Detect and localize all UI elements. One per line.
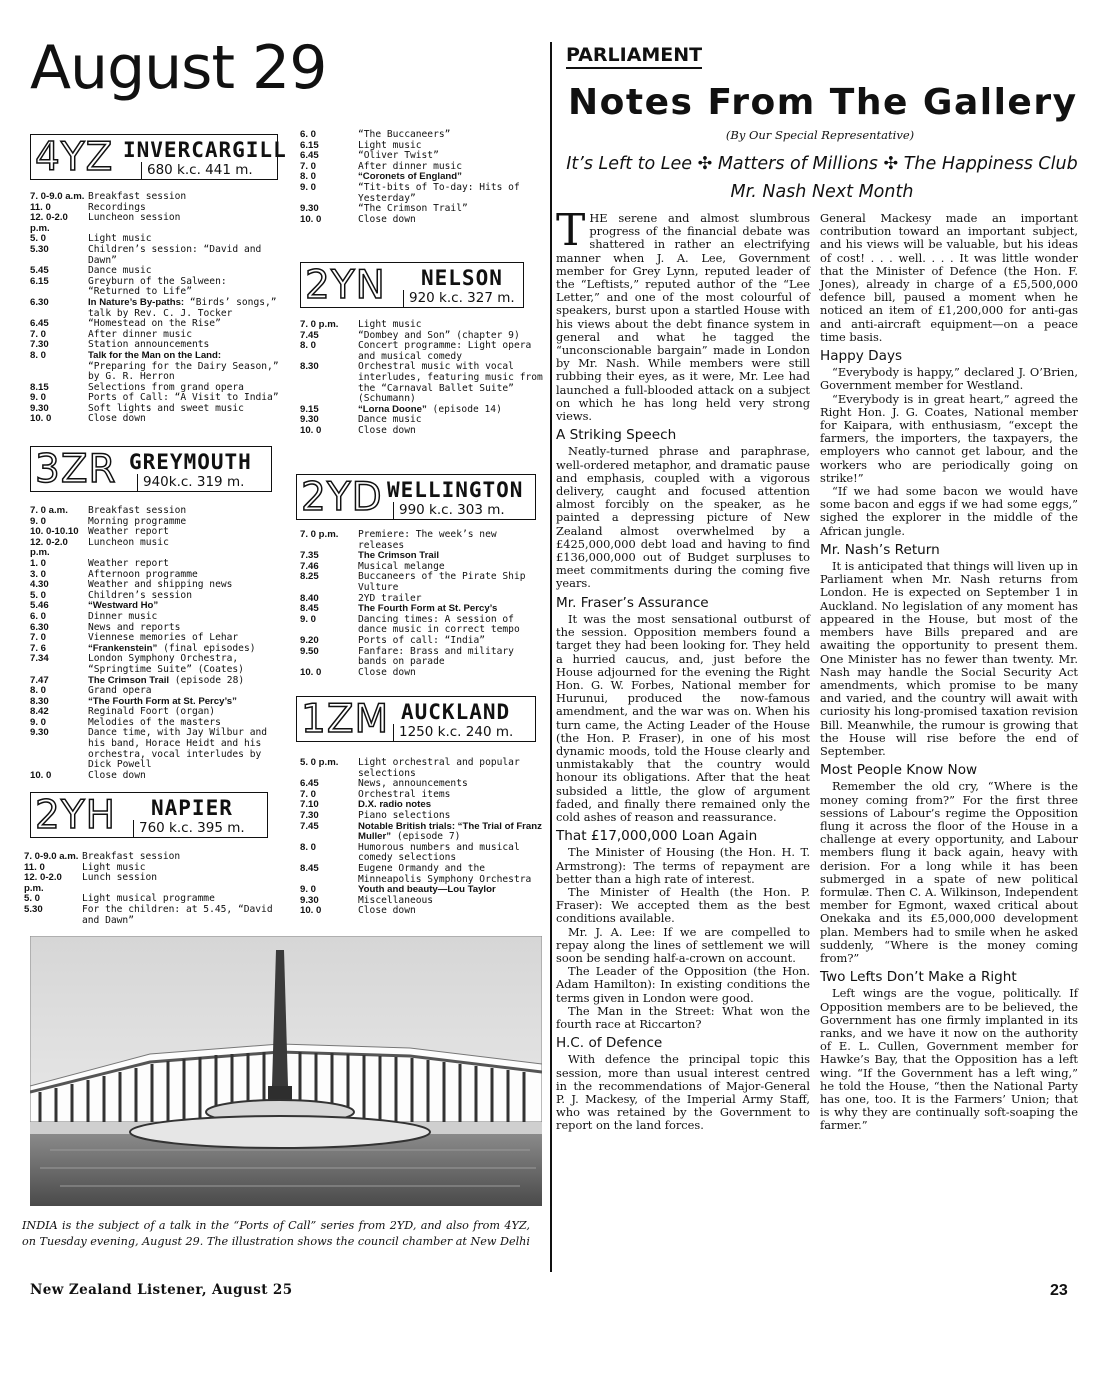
article-paragraph: The Leader of the Opposition (the Hon. Adam Hamilton): In existing conditions the terms given in London were good. xyxy=(556,964,810,1005)
programme-listing xyxy=(300,647,546,668)
station-header-2yd xyxy=(296,474,536,520)
programme-time: 12. 0-2.0 p.m. xyxy=(24,872,62,894)
programme-title: Piano selections xyxy=(358,809,451,821)
programme-time: 10. 0 xyxy=(300,213,322,225)
programme-title: “The Fourth Form at St. Percy’s” xyxy=(88,695,237,707)
schedule-2yn xyxy=(300,320,546,437)
programme-time: 8.45 xyxy=(300,862,319,874)
programme-listing xyxy=(300,758,546,779)
article-subheading: Happy Days xyxy=(820,348,903,365)
article-paragraph: The Man in the Street: What won the fourth race at Riccarton? xyxy=(556,1003,810,1031)
programme-title: London Symphony Orchestra, “Springtime Suite” (Coates) xyxy=(88,653,244,675)
programme-listing xyxy=(300,215,546,226)
programme-title: Miscellaneous xyxy=(358,894,434,906)
programme-time: 9.15 xyxy=(300,403,319,415)
programme-time: 12. 0-2.0 p.m. xyxy=(30,212,68,234)
programme-title: Close down xyxy=(88,413,146,425)
programme-time: 9. 0 xyxy=(300,613,317,625)
programme-listing xyxy=(30,654,282,675)
programme-listing xyxy=(300,668,546,679)
council-chamber-photo xyxy=(30,936,542,1206)
programme-title: Station announcements xyxy=(88,339,210,351)
station-logo-3zr: 3ZR xyxy=(35,447,117,492)
page-date-heading: August 29 xyxy=(30,33,327,103)
station-freq-2yd: 990 k.c. 303 m. xyxy=(393,502,510,520)
station-freq-2yh: 760 k.c. 395 m. xyxy=(133,820,250,838)
article-byline: (By Our Special Representative) xyxy=(725,128,915,142)
programme-listing xyxy=(300,896,546,907)
programme-listing xyxy=(30,277,282,298)
programme-time: 7. 0 xyxy=(30,328,47,340)
programme-title: Light music xyxy=(358,139,422,151)
programme-listing xyxy=(30,192,282,203)
programme-time: 10. 0 xyxy=(300,666,322,678)
programme-title: “Homestead on the Rise” xyxy=(88,318,221,330)
programme-listing xyxy=(300,572,546,593)
programme-title: “Frankenstein” (final episodes) xyxy=(88,642,256,654)
programme-time: 8. 0 xyxy=(300,340,317,352)
programme-time: 6.45 xyxy=(30,318,49,330)
programme-title: In Nature’s By-paths: “Birds’ songs,” talk by Rev. C. J. Tocker xyxy=(88,296,277,319)
drop-cap: T xyxy=(556,205,586,256)
programme-listing xyxy=(300,822,546,843)
programme-title: Morning programme xyxy=(88,515,187,527)
station-freq-1zm: 1250 k.c. 240 m. xyxy=(393,724,518,742)
schedule-3zr xyxy=(30,506,282,781)
programme-time: 6.45 xyxy=(300,778,319,790)
station-header-2yn xyxy=(300,262,524,308)
programme-title: “The Buccaneers” xyxy=(358,129,451,140)
programme-title: “Oliver Twist” xyxy=(358,150,439,162)
programme-time: 5.45 xyxy=(30,265,49,277)
section-label: PARLIAMENT xyxy=(566,44,702,69)
programme-time: 11. 0 xyxy=(24,861,45,873)
station-logo-4yz: 4YZ xyxy=(35,135,114,180)
programme-time: 10. 0 xyxy=(300,905,322,917)
programme-listing xyxy=(300,341,546,362)
programme-title: News and reports xyxy=(88,621,181,633)
programme-time: 11. 0 xyxy=(30,201,51,213)
programme-listing xyxy=(300,864,546,885)
programme-time: 7.46 xyxy=(300,560,319,572)
programme-time: 1. 0 xyxy=(30,557,47,569)
station-freq-4yz: 680 k.c. 441 m. xyxy=(141,162,258,180)
programme-title: Close down xyxy=(358,424,416,436)
programme-title: Greyburn of the Salween: “Returned to Life” xyxy=(88,275,227,298)
programme-title: Light music xyxy=(82,861,146,873)
programme-title: Weather and shipping news xyxy=(88,579,233,591)
programme-title: Grand opera xyxy=(88,685,152,697)
programme-title: Fanfare: Brass and military bands on parade xyxy=(358,645,514,668)
programme-time: 12. 0-2.0 p.m. xyxy=(30,536,68,559)
programme-time: 8.25 xyxy=(300,571,319,583)
station-city-4yz: INVERCARGILL xyxy=(123,138,287,162)
programme-title: Light music xyxy=(358,319,422,330)
programme-title: Soft lights and sweet music xyxy=(88,402,244,414)
programme-title: Breakfast session xyxy=(82,851,181,862)
article-paragraph: Remember the old cry, “Where is the money coming from?” For the first three sessions of Labour’s regime the Opposition flung it across the floor of the House in a challenge at every opportunity, and Labour members flung it back again, heavy with derision. For a long while it has been submerged in a spate of new political formulæ. Then C. A. Wilkinson, Independent member for Egmont, waxed critical about Onekaka and its £5,000,000 development plan. Members had to smile when he asked suddenly, “Where is the money coming from?” xyxy=(820,779,1078,965)
station-header-3zr xyxy=(30,446,272,492)
station-logo-1zm: 1ZM xyxy=(301,697,390,742)
programme-title: After dinner music xyxy=(358,160,462,172)
programme-time: 5.30 xyxy=(24,903,43,915)
station-city-1zm: AUCKLAND xyxy=(401,700,511,724)
programme-listing xyxy=(300,405,546,416)
programme-title: Close down xyxy=(358,905,416,917)
programme-time: 10. 0-10.10 xyxy=(30,526,79,538)
schedule-2yd xyxy=(300,530,546,678)
programme-listing xyxy=(30,538,282,559)
programme-time: 5.30 xyxy=(30,243,49,255)
article-subheading: Most People Know Now xyxy=(820,762,978,779)
programme-time: 8.45 xyxy=(300,603,319,615)
station-header-1zm xyxy=(296,696,536,742)
programme-time: 6. 0 xyxy=(300,129,317,140)
programme-time: 7.34 xyxy=(30,653,49,665)
programme-title: Notable British trials: “The Trial of Franz Muller” (episode 7) xyxy=(358,820,542,843)
programme-time: 8. 0 xyxy=(300,171,317,183)
article-subheading: That £17,000,000 Loan Again xyxy=(556,828,758,845)
station-city-2yn: NELSON xyxy=(421,266,503,290)
article-paragraph: “Everybody is in great heart,” agreed the Right Hon. J. G. Coates, National member for Kaipara, with enthusiasm, “except the farmers, the importers, the taxpayers, the employers who cannot get labour, and the workers who are periodically going on strike!” xyxy=(820,391,1078,485)
article-paragraph: THE serene and almost slumbrous progress of the financial debate was shattered in rather an electrifying manner when J. A. Lee, Government member for Grey Lynn, reputed leader of the “Leftists,” reputed author of the “Lee Letter,” and one of the most colourful of speakers, burst upon a startled House with his views about the debt finance system in general and what he tagged the “unconscionable bargain” made in London by Mr. Nash. While members were still rubbing their eyes, as it were, Mr. Lee had launched a full-blooded attack on a subject on which he has long held very strong views. xyxy=(556,205,810,424)
programme-title: Dinner music xyxy=(88,610,158,622)
programme-listing xyxy=(30,404,282,415)
programme-title: Dance music xyxy=(358,414,422,426)
programme-title: “Coronets of England” xyxy=(358,171,462,183)
programme-listing xyxy=(300,615,546,636)
programme-time: 9. 0 xyxy=(30,716,47,728)
footer-publication: New Zealand Listener, August 25 xyxy=(30,1282,293,1298)
station-city-2yd: WELLINGTON xyxy=(387,478,524,502)
station-logo-2yn: 2YN xyxy=(305,263,386,308)
programme-time: 7.30 xyxy=(30,339,49,351)
programme-listing xyxy=(30,771,282,782)
programme-listing xyxy=(24,852,286,863)
programme-time: 8.15 xyxy=(30,381,49,393)
programme-time: 7. 0 xyxy=(300,788,317,800)
programme-title: The Fourth Form at St. Percy’s xyxy=(358,603,498,615)
programme-listing xyxy=(300,204,546,215)
programme-title: Dancing times: A session of dance music in correct tempo xyxy=(358,613,520,636)
programme-title: After dinner music xyxy=(88,328,192,340)
programme-title: “The Crimson Trail” xyxy=(358,203,468,215)
programme-listing xyxy=(30,213,282,234)
article-paragraph: Mr. J. A. Lee: If we are compelled to repay along the lines of settlement we will soon be sending half-a-crown on account. xyxy=(556,924,810,965)
programme-time: 5. 0 p.m. xyxy=(300,757,339,768)
programme-time: 7. 6 xyxy=(30,642,47,654)
programme-title: Viennese memories of Lehar xyxy=(88,632,239,644)
programme-listing xyxy=(30,245,282,266)
schedule-1zm xyxy=(300,758,546,917)
programme-title: The Crimson Trail (episode 28) xyxy=(88,674,245,686)
programme-listing xyxy=(24,905,286,926)
programme-title: Premiere: The week’s new releases xyxy=(358,529,497,551)
programme-title: Melodies of the masters xyxy=(88,716,221,728)
programme-time: 9.50 xyxy=(300,645,319,657)
programme-time: 7. 0 xyxy=(30,632,47,644)
programme-listing xyxy=(24,873,286,894)
programme-time: 7. 0 a.m. xyxy=(30,505,68,516)
programme-listing xyxy=(30,612,282,623)
programme-time: 8.42 xyxy=(30,706,49,718)
programme-title: Ports of call: “India” xyxy=(358,634,486,646)
programme-time: 6.30 xyxy=(30,296,49,308)
programme-title: Weather report xyxy=(88,557,169,569)
programme-listing xyxy=(300,362,546,404)
programme-listing xyxy=(30,506,282,517)
article-column-2 xyxy=(820,212,1078,1133)
article-paragraph: Left wings are the vogue, politically. If Opposition members are to be believed, the Government has one firmly implanted in its ranks, and we have it now on the authority of E. L. Cullen, Government member for Hawke’s Bay, that the Opposition has a left wing. “If the Government has a left wing,” he told the House, “then the National Party has one, too. It is the Farmers’ Union; that is why they are continually soft-soaping the farmer.” xyxy=(820,986,1078,1133)
programme-listing xyxy=(30,351,282,383)
station-freq-2yn: 920 k.c. 327 m. xyxy=(403,290,520,308)
programme-title: “Tit-bits of To-day: Hits of Yesterday” xyxy=(358,181,520,204)
programme-time: 9. 0 xyxy=(30,392,47,404)
programme-listing xyxy=(30,298,282,319)
programme-listing xyxy=(300,320,546,331)
programme-title: Orchestral items xyxy=(358,788,451,800)
programme-listing xyxy=(30,414,282,425)
station-logo-2yd: 2YD xyxy=(301,475,383,520)
article-subheading: Mr. Nash’s Return xyxy=(820,541,940,558)
programme-time: 9. 0 xyxy=(300,181,317,193)
programme-title: Buccaneers of the Pirate Ship Vulture xyxy=(358,571,526,593)
article-paragraph: It was the most sensational outburst of the session. Opposition members found a target they had been looking for. They held a hurried caucus, and, just before the House adjourned for the evening the Right Hon. G. W. Forbes, National member for Hurunui, produced the now-famous amendment, and the war was on. When his turn came, the Acting Leader of the House (the Hon. P. Fraser), in one of his most dynamic moods, told the House clearly and unmistakably that the country would honour its obligations. After that the heat subsided a little, the glow of argument faded, and finally there remained only the cold ashes of reason and reassurance. xyxy=(556,611,810,824)
schedule-2yh xyxy=(24,852,286,926)
programme-time: 8. 0 xyxy=(300,841,317,853)
programme-title: For the children: at 5.45, “David and Dawn” xyxy=(82,903,273,926)
programme-time: 8. 0 xyxy=(30,349,47,361)
programme-listing xyxy=(300,183,546,204)
programme-time: 7. 0 p.m. xyxy=(300,319,339,330)
council-chamber-illustration xyxy=(30,936,542,1206)
programme-title: “Westward Ho” xyxy=(88,600,159,612)
programme-time: 9. 0 xyxy=(30,515,47,527)
programme-time: 4.30 xyxy=(30,579,49,591)
programme-title: Reginald Foort (organ) xyxy=(88,706,216,718)
station-city-3zr: GREYMOUTH xyxy=(129,450,252,474)
article-paragraph: “Everybody is happy,” declared J. O’Brien, Government member for Westland. xyxy=(820,365,1078,393)
column-divider xyxy=(550,42,552,1272)
programme-title: Breakfast session xyxy=(88,191,187,202)
programme-listing xyxy=(30,676,282,687)
programme-time: 6.15 xyxy=(300,139,319,151)
programme-time: 7. 0 xyxy=(300,160,317,172)
article-paragraph: The Minister of Health (the Hon. P. Fraser): We accepted them as the best conditions available. xyxy=(556,884,810,926)
station-header-2yh xyxy=(30,792,268,838)
article-paragraph: It is anticipated that things will liven up in Parliament when Mr. Nash returns from London. He is expected on September 1 in Auckland. No legislation of any moment has appeared in the House, but most of the members have Bills prepared and are awaiting the opportunity to present them. One Minister has no fewer than twenty. Mr. Nash may handle the Social Security Act amendments, which promise to be many and varied, and the country will await with curiosity his long-promised taxation revision Bill. Meanwhile, the rumour is growing that the House will rise before the end of September. xyxy=(820,559,1078,758)
programme-time: 5. 0 xyxy=(30,233,47,245)
programme-title: Breakfast session xyxy=(88,505,187,516)
programme-time: 5. 0 xyxy=(24,893,41,905)
programme-title: Luncheon session xyxy=(88,212,181,224)
programme-title: Luncheon music xyxy=(88,536,169,548)
programme-title: 2YD trailer xyxy=(358,592,422,604)
programme-time: 8.30 xyxy=(300,361,319,373)
programme-time: 7. 0-9.0 a.m. xyxy=(24,851,79,862)
programme-time: 7.45 xyxy=(300,329,319,341)
programme-time: 8.40 xyxy=(300,592,319,604)
page-number: 23 xyxy=(1050,1282,1068,1299)
programme-time: 9.30 xyxy=(30,727,49,739)
programme-time: 10. 0 xyxy=(30,769,52,781)
programme-title: Selections from grand opera xyxy=(88,381,244,393)
programme-title: Talk for the Man on the Land: “Preparing for the Dairy Season,” by G. R. Herron xyxy=(88,349,279,383)
programme-listing xyxy=(300,636,546,647)
programme-title: “Dombey and Son” (chapter 9) xyxy=(358,329,520,341)
programme-title: “Lorna Doone” (episode 14) xyxy=(358,403,502,415)
schedule-4yz-continued xyxy=(300,130,546,225)
programme-title: D.X. radio notes xyxy=(358,799,432,811)
programme-title: Close down xyxy=(358,666,416,678)
article-subheading: Two Lefts Don’t Make a Right xyxy=(820,969,1017,986)
programme-time: 6. 0 xyxy=(30,610,47,622)
programme-time: 5.46 xyxy=(30,600,49,612)
article-deck-line-2: Mr. Nash Next Month xyxy=(730,182,914,202)
programme-title: Recordings xyxy=(88,201,146,213)
programme-time: 9.30 xyxy=(300,414,319,426)
article-subheading: Mr. Fraser’s Assurance xyxy=(556,594,709,611)
photo-caption: INDIA is the subject of a talk in the “Ports of Call” series from 2YD, and also from 4YZ, on Tuesday evening, August 29. The illustration shows the council chamber at New Delhi xyxy=(22,1219,530,1248)
article-column-1 xyxy=(556,205,810,1133)
programme-title: Light music xyxy=(88,233,152,245)
article-paragraph: Neatly-turned phrase and paraphrase, well-ordered metaphor, and dramatic pause and emphasis, coupled with a vigorous delivery, caught and focused attention almost forcibly on the speaker, as he painted a depressing picture of New Zealand almost overwhelmed by a £425,000,000 debt load and having to find £136,000,000 out of Budget surpluses to meet commitments during the coming five years. xyxy=(556,444,810,591)
article-subheading: A Striking Speech xyxy=(556,427,677,444)
programme-listing xyxy=(300,843,546,864)
programme-time: 9. 0 xyxy=(300,884,317,896)
article-paragraph: “If we had some bacon we would have some bacon and eggs if we had some eggs,” sighed the explorer in the middle of the African jungle. xyxy=(820,484,1078,538)
article-paragraph: With defence the principal topic this session, more than usual interest centred in the recommendations of Major-General P. J. Mackesy, of the Imperial Army Staff, who was retained by the Government to report on the land forces. xyxy=(556,1052,810,1133)
programme-title: Light musical programme xyxy=(82,893,215,905)
programme-title: Dance time, with Jay Wilbur and his band, Horace Heidt and his orchestra, vocal interludes by Dick Powell xyxy=(88,727,268,771)
programme-time: 7. 0-9.0 a.m. xyxy=(30,191,85,202)
article-headline: Notes From The Gallery xyxy=(568,82,1078,123)
programme-title: Dance music xyxy=(88,265,152,277)
programme-time: 7.30 xyxy=(300,809,319,821)
programme-title: Ports of Call: “A Visit to India” xyxy=(88,392,279,404)
article-paragraph: General Mackesy made an important contribution toward an important subject, and his views will be valuable, but his ideas of cost! . . . well. . . . It was little wonder that the Minister of Defence (the Hon. F. Jones), already in charge of a £5,500,000 defence bill, paused a moment when he noticed an item of £1,200,000 for anti-gas and anti-aircraft equipment—on a peace time basis. xyxy=(820,211,1078,344)
programme-time: 7. 0 p.m. xyxy=(300,529,339,540)
article-paragraph: The Minister of Housing (the Hon. H. T. Armstrong): The terms of repayment are better than a high rate of interest. xyxy=(556,845,810,886)
programme-title: Humorous numbers and musical comedy selections xyxy=(358,841,520,864)
programme-listing xyxy=(30,728,282,770)
programme-title: Close down xyxy=(88,769,146,781)
programme-time: 6.45 xyxy=(300,150,319,162)
station-city-2yh: NAPIER xyxy=(151,796,233,820)
programme-time: 7.45 xyxy=(300,820,319,832)
programme-time: 9.30 xyxy=(300,894,319,906)
programme-title: Eugene Ormandy and the Minneapolis Symphony Orchestra xyxy=(358,862,532,885)
programme-listing xyxy=(300,415,546,426)
programme-time: 8.30 xyxy=(30,695,49,707)
station-header-4yz xyxy=(30,134,287,180)
programme-title: Concert programme: Light opera and musical comedy xyxy=(358,340,532,362)
programme-title: Children’s session: “David and Dawn” xyxy=(88,243,262,266)
programme-title: Close down xyxy=(358,213,416,225)
programme-time: 5. 0 xyxy=(30,589,47,601)
programme-title: Lunch session xyxy=(82,872,158,884)
programme-time: 9.20 xyxy=(300,634,319,646)
schedule-4yz xyxy=(30,192,282,425)
station-logo-2yh: 2YH xyxy=(35,793,116,838)
programme-title: Light orchestral and popular selections xyxy=(358,757,520,779)
programme-listing xyxy=(300,906,546,917)
programme-title: Youth and beauty—Lou Taylor xyxy=(358,884,496,896)
article-deck-line-1: It’s Left to Lee ✣ Matters of Millions ✣ The Happiness Club xyxy=(566,154,1078,174)
programme-time: 6.30 xyxy=(30,621,49,633)
programme-time: 7.47 xyxy=(30,674,49,686)
programme-time: 7.10 xyxy=(300,799,319,811)
programme-title: Children’s session xyxy=(88,589,192,601)
programme-title: News, announcements xyxy=(358,778,468,790)
programme-listing xyxy=(300,130,546,141)
programme-title: Afternoon programme xyxy=(88,568,198,580)
programme-title: The Crimson Trail xyxy=(358,550,440,562)
programme-listing xyxy=(300,530,546,551)
programme-time: 6.15 xyxy=(30,275,49,287)
programme-listing xyxy=(300,426,546,437)
article-subheading: H.C. of Defence xyxy=(556,1035,663,1052)
programme-time: 10. 0 xyxy=(300,424,322,436)
programme-time: 7.35 xyxy=(300,550,319,562)
station-freq-3zr: 940k.c. 319 m. xyxy=(137,474,249,492)
programme-time: 10. 0 xyxy=(30,413,52,425)
programme-time: 9.30 xyxy=(300,203,319,215)
programme-title: Musical melange xyxy=(358,560,445,572)
programme-time: 3. 0 xyxy=(30,568,47,580)
programme-time: 8. 0 xyxy=(30,685,47,697)
programme-title: Orchestral music with vocal interludes, featuring music from the “Carnaval Ballet Suite” (Schumann) xyxy=(358,361,543,405)
programme-title: Weather report xyxy=(88,526,169,538)
programme-listing xyxy=(30,559,282,570)
programme-time: 9.30 xyxy=(30,402,49,414)
